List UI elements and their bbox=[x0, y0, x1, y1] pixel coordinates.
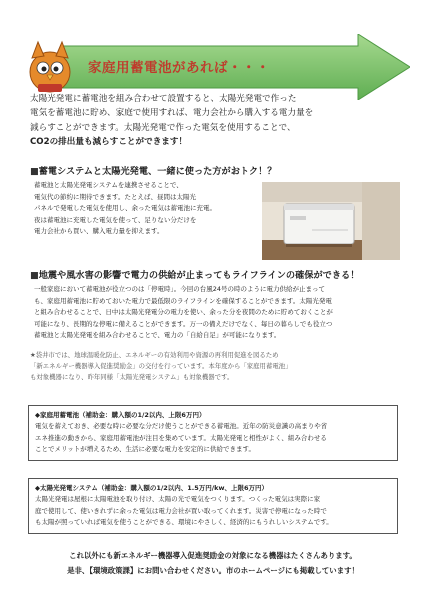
section1-paragraph bbox=[34, 180, 260, 238]
intro-line: 電気を蓄電池に貯め、家庭で使用すれば、電力会社から購入する電力量を bbox=[30, 108, 314, 119]
box2-heading: ◆太陽光発電システム（補助金：購入額の1/2以内、1.5万円/kw、上限6万円） bbox=[35, 484, 269, 492]
note-line: も対象機器になり、昨年同様「太陽光発電システム」も対象機器です。 bbox=[30, 373, 234, 382]
section2-line: と組み合わせることで、日中は太陽光発電分の電力を使い、余った分を夜間のために貯めておくことが bbox=[34, 308, 333, 317]
box1-line: ことでメリットが増えるため、生活に必要な電力を安定的に供給できます。 bbox=[35, 445, 255, 454]
section2-line: 一般家庭において蓄電池が役立つのは「停電時」。今回の台風24号の時のように電力供給が止まって bbox=[34, 285, 326, 293]
section2-line: 可能になり、長期的な停電に備えることができます。万一の備えだけでなく、毎日の暮らしでも役立つ bbox=[34, 319, 333, 328]
section1-heading-text: 蓄電システムと太陽光発電、一緒に使った方がおトク！？ bbox=[38, 166, 277, 177]
note-line: ★袋井市では、地球温暖化防止、エネルギーの有効利用や資源の再利用促進を図るため bbox=[30, 351, 279, 359]
note-line: 「新エネルギー機器導入促進奨励金」の交付を行っています。本年度から「家庭用蓄電池」 bbox=[30, 362, 292, 371]
section1-line: 蓄電池と太陽光発電システムを連携させることで、 bbox=[34, 181, 183, 189]
section2-paragraph bbox=[34, 284, 406, 342]
box2-line: 庭で使用して、使いきれずに余った電気は電力会社が買い取ってくれます。災害で停電になった時で bbox=[35, 506, 327, 515]
banner-title: 家庭用蓄電池があれば・・・ bbox=[88, 60, 270, 76]
section1-line: 夜は蓄電池に充電した電気を使って、足りない分だけを bbox=[34, 215, 197, 224]
section2-heading bbox=[30, 267, 359, 281]
intro-line: 太陽光発電に蓄電池を組み合わせて設置すると、太陽光発電で作った bbox=[30, 94, 297, 104]
bullet-square-icon: ■ bbox=[30, 270, 39, 281]
footer-line: これ以外にも新エネルギー機器導入促進奨励金の対象になる機器はたくさんあります。 bbox=[69, 551, 357, 560]
intro-line: 減らすことができます。太陽光発電で作った電気を使用することで、 bbox=[30, 122, 296, 133]
home-battery-photo bbox=[262, 182, 400, 260]
section1-line: 電力会社から買い、購入電力量を抑えます。 bbox=[34, 227, 164, 236]
section2-line: も、家庭用蓄電池に貯めておいた電力で最低限のライフラインを確保することができます。太陽光発電 bbox=[34, 296, 332, 305]
section2-line: 蓄電池と太陽光発電を組み合わせることで、電力の「自給自足」が可能になります。 bbox=[34, 331, 281, 340]
battery-subsidy-box bbox=[28, 405, 398, 461]
subsidy-note bbox=[30, 350, 402, 384]
solar-subsidy-box bbox=[28, 478, 398, 534]
footer-line: 是非、【環境政策課】にお問い合わせください。市のホームページにも掲載しています！ bbox=[67, 566, 359, 575]
box2-line: も太陽が照っていれば電気を使うことができる、環境にやさしく、経済的にもうれしいシステムです。 bbox=[35, 518, 333, 527]
intro-paragraph bbox=[30, 92, 402, 149]
section1-line: パネルで発電した電気を使用し、余った電気は蓄電池に充電。 bbox=[34, 204, 216, 213]
section2-heading-text: 地震や風水害の影響で電力の供給が止まってもライフラインの確保ができる！ bbox=[38, 270, 360, 281]
section1-line: 電気代の節約に期待できます。たとえば、昼間は太陽光 bbox=[34, 192, 196, 201]
bullet-square-icon: ■ bbox=[30, 166, 39, 177]
box1-heading: ◆家庭用蓄電池（補助金：購入額の1/2以内、上限6万円） bbox=[35, 411, 206, 419]
section1-heading bbox=[30, 163, 276, 177]
box1-line: エネ推進の動きから、家庭用蓄電池が注目を集めています。太陽光発電と相性がよく、組み合わせる bbox=[35, 433, 327, 442]
mascot-icon bbox=[22, 38, 78, 98]
box2-line: 太陽光発電は屋根に太陽電池を取り付け、太陽の光で電気をつくります。つくった電気は実際に家 bbox=[35, 495, 321, 504]
intro-line: CO2の排出量も減らすことができます！ bbox=[30, 136, 188, 147]
box1-line: 電気を蓄えておき、必要な時に必要な分だけ使うことができる蓄電池。近年の防災意識の高まりや省 bbox=[35, 422, 328, 431]
